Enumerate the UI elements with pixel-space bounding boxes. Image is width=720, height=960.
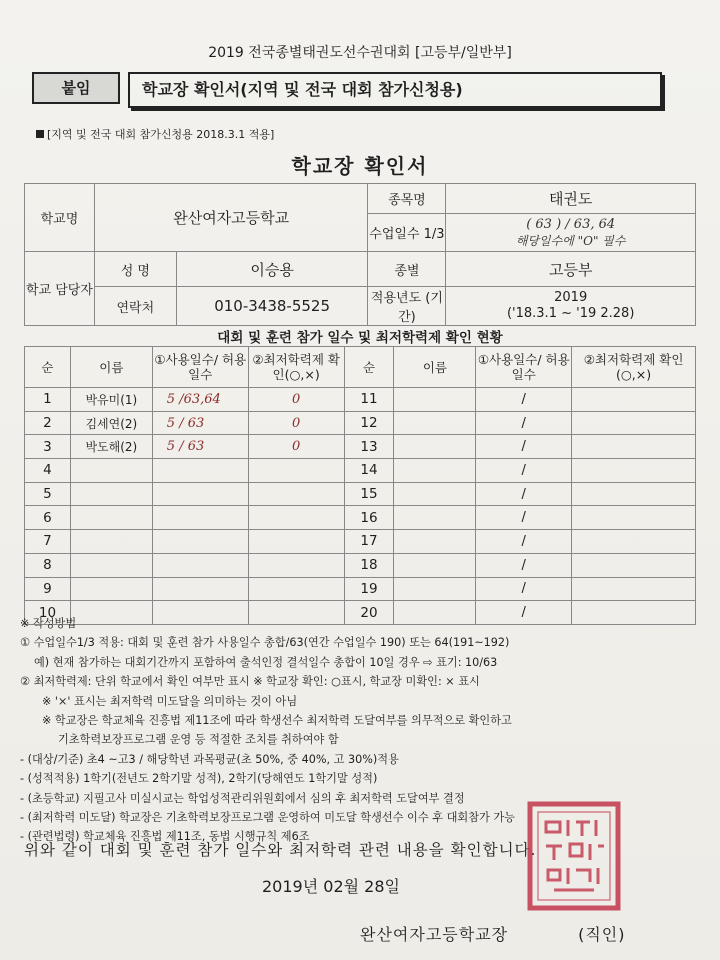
- student-name: [70, 506, 152, 530]
- slash-separator: /: [521, 415, 526, 431]
- row-number: 19: [344, 577, 394, 601]
- attachment-label: 붙임: [32, 72, 120, 104]
- days-used: [476, 530, 572, 554]
- document-header: 2019 전국종별태권도선수권대회 [고등부/일반부]: [208, 45, 512, 61]
- row-number: 10: [25, 601, 71, 625]
- year-value: 2019: [554, 290, 588, 305]
- academic-check: [572, 530, 696, 554]
- row-number: 17: [344, 530, 394, 554]
- table-row: [25, 388, 696, 412]
- table-row: [25, 506, 696, 530]
- table-row: [25, 459, 696, 483]
- days-note: 해당일수에 "O" 필수: [515, 233, 626, 248]
- method-line: - (최저학력 미도달) 학교장은 기초학력보장프로그램 운영하여 미도달 학생선수 이수 후 대회참가 가능: [20, 811, 515, 825]
- row-number: 18: [344, 553, 394, 577]
- school-name: 완산여자고등학교: [94, 184, 368, 252]
- method-line: ② 최저학력제: 단위 학교에서 확인 여부만 표시 ※ 학교장 확인: ○표시, 학교장 미확인: × 표시: [20, 675, 480, 689]
- table-row: [25, 435, 696, 459]
- period-value: ('18.3.1 ~ '19 2.28): [506, 306, 635, 321]
- slash-separator: /: [521, 462, 526, 478]
- days-used: 5 / 63: [152, 435, 248, 459]
- event-value: 태권도: [446, 184, 696, 214]
- days-used: [152, 506, 248, 530]
- method-line: 기초학력보장프로그램 운영 등 적절한 조치를 취하여야 함: [58, 733, 339, 747]
- slash-separator: /: [521, 605, 526, 621]
- days-used: 5 / 63: [152, 411, 248, 435]
- days-used: [152, 553, 248, 577]
- student-name: 박유미(1): [70, 388, 152, 412]
- method-line: - (성적적용) 1학기(전년도 2학기말 성적), 2학기(당해연도 1학기말 성적): [20, 772, 378, 786]
- days-used: [476, 411, 572, 435]
- square-bullet-icon: [36, 130, 44, 138]
- row-number: 5: [25, 482, 71, 506]
- row-number: 20: [344, 601, 394, 625]
- days-label: 수업일수 1/3: [368, 214, 446, 252]
- table-row: [25, 411, 696, 435]
- document-title: 학교장 확인서(지역 및 전국 대회 참가신청용): [128, 72, 662, 108]
- days-used: [476, 577, 572, 601]
- col-no-header: 순: [25, 347, 71, 388]
- row-number: 8: [25, 553, 71, 577]
- phone-label: 연락처: [94, 287, 176, 326]
- academic-check: [572, 435, 696, 459]
- student-name: [394, 553, 476, 577]
- col-check-header: ②최저학력제 확인(○,×): [248, 347, 344, 388]
- student-name: [394, 482, 476, 506]
- method-line: ① 수업일수1/3 적용: 대회 및 훈련 참가 사용일수 총합/63(연간 수업일수 190) 또는 64(191~192): [20, 636, 510, 650]
- applicable-note: [36, 126, 274, 142]
- academic-check: [248, 530, 344, 554]
- academic-check: [248, 506, 344, 530]
- name-label: 성 명: [94, 252, 176, 287]
- row-number: 2: [25, 411, 71, 435]
- student-name: [394, 435, 476, 459]
- row-number: 3: [25, 435, 71, 459]
- days-used: [476, 482, 572, 506]
- student-name: [394, 411, 476, 435]
- student-name: 박도해(2): [70, 435, 152, 459]
- student-name: [70, 530, 152, 554]
- year-label: 적용년도 (기간): [368, 287, 446, 326]
- academic-check: [248, 459, 344, 483]
- academic-check: [248, 482, 344, 506]
- col-name-header: 이름: [394, 347, 476, 388]
- row-number: 4: [25, 459, 71, 483]
- school-label: 학교명: [25, 184, 95, 252]
- row-number: 11: [344, 388, 394, 412]
- student-name: [394, 530, 476, 554]
- name-value: 이승용: [176, 252, 368, 287]
- section-title: 대회 및 훈련 참가 일수 및 최저학력제 확인 현황: [217, 330, 503, 346]
- days-used: [476, 459, 572, 483]
- col-no-header: 순: [344, 347, 394, 388]
- table-row: [25, 482, 696, 506]
- issue-date: 2019년 02월 28일: [262, 877, 400, 896]
- slash-separator: /: [521, 391, 526, 407]
- seal-note: (직인): [578, 925, 626, 944]
- method-title: ※ 작성방법: [20, 617, 77, 630]
- student-name: 김세연(2): [70, 411, 152, 435]
- info-table: [24, 183, 696, 326]
- days-used: [476, 388, 572, 412]
- event-label: 종목명: [368, 184, 446, 214]
- table-row: [25, 577, 696, 601]
- days-cell: [446, 214, 696, 252]
- year-cell: [446, 287, 696, 326]
- method-line: - (관련법령) 학교체육 진흥법 제11조, 동법 시행규칙 제6조: [20, 830, 310, 844]
- participation-table: [24, 346, 696, 625]
- academic-check: [572, 411, 696, 435]
- days-used: [152, 577, 248, 601]
- academic-check: 0: [248, 411, 344, 435]
- signer: [360, 922, 626, 945]
- slash-separator: /: [521, 581, 526, 597]
- row-number: 1: [25, 388, 71, 412]
- col-days-header: ①사용일수/ 허용일수: [152, 347, 248, 388]
- academic-check: [572, 553, 696, 577]
- col-days-header: ①사용일수/ 허용일수: [476, 347, 572, 388]
- method-line: ※ 학교장은 학교체육 진흥법 제11조에 따라 학생선수 최저학력 도달여부를 의무적으로 확인하고: [42, 714, 512, 728]
- slash-separator: /: [521, 486, 526, 502]
- student-name: [394, 577, 476, 601]
- row-number: 16: [344, 506, 394, 530]
- academic-check: [572, 506, 696, 530]
- signer-name: 완산여자고등학교장: [360, 925, 509, 944]
- slash-separator: /: [521, 510, 526, 526]
- days-used: [476, 553, 572, 577]
- confirmation-statement: 위와 같이 대회 및 훈련 참가 일수와 최저학력 관련 내용을 확인합니다.: [24, 841, 537, 859]
- days-used: [152, 459, 248, 483]
- contact-label: 학교 담당자: [25, 252, 95, 326]
- row-number: 12: [344, 411, 394, 435]
- table-row: [25, 553, 696, 577]
- student-name: [70, 459, 152, 483]
- row-number: 7: [25, 530, 71, 554]
- col-name-header: 이름: [70, 347, 152, 388]
- student-name: [394, 388, 476, 412]
- method-line: ※ '×' 표시는 최저학력 미도달을 의미하는 것이 아님: [42, 694, 298, 708]
- days-used: [476, 506, 572, 530]
- student-name: [70, 482, 152, 506]
- days-used: 5 /63,64: [152, 388, 248, 412]
- academic-check: [572, 482, 696, 506]
- academic-check: [572, 459, 696, 483]
- academic-check: [572, 577, 696, 601]
- student-name: [394, 506, 476, 530]
- days-used: [476, 435, 572, 459]
- row-number: 14: [344, 459, 394, 483]
- row-number: 6: [25, 506, 71, 530]
- method-line: 예) 현재 참가하는 대회기간까지 포함하여 출석인정 결석일수 총합이 10일 경우 ⇨ 표기: 10/63: [34, 655, 498, 669]
- category-label: 종별: [368, 252, 446, 287]
- academic-check: [572, 388, 696, 412]
- method-line: - (초등학교) 지필고사 미실시교는 학업성적관리위원회에서 심의 후 최저학력 도달여부 결정: [20, 791, 465, 805]
- row-number: 13: [344, 435, 394, 459]
- category-value: 고등부: [446, 252, 696, 287]
- days-used: [152, 530, 248, 554]
- slash-separator: /: [521, 533, 526, 549]
- slash-separator: /: [521, 557, 526, 573]
- main-title: 학교장 확인서: [291, 154, 429, 178]
- table-row: [25, 530, 696, 554]
- academic-check: 0: [248, 388, 344, 412]
- days-used: [152, 482, 248, 506]
- note-text: [지역 및 전국 대회 참가신청용 2018.3.1 적용]: [47, 128, 275, 141]
- phone-value: 010-3438-5525: [176, 287, 368, 326]
- row-number: 9: [25, 577, 71, 601]
- student-name: [70, 577, 152, 601]
- slash-separator: /: [521, 439, 526, 455]
- method-line: - (대상/기준) 초4 ~고3 / 해당학년 과목평균(초 50%, 중 40%, 고 30%)적용: [20, 752, 399, 766]
- academic-check: [248, 577, 344, 601]
- col-check-header: ②최저학력제 확인(○,×): [572, 347, 696, 388]
- student-name: [70, 553, 152, 577]
- academic-check: 0: [248, 435, 344, 459]
- student-name: [394, 459, 476, 483]
- school-seal-stamp: [524, 798, 624, 914]
- days-handwritten: ( 63 ) / 63, 64: [526, 216, 616, 232]
- row-number: 15: [344, 482, 394, 506]
- academic-check: [248, 553, 344, 577]
